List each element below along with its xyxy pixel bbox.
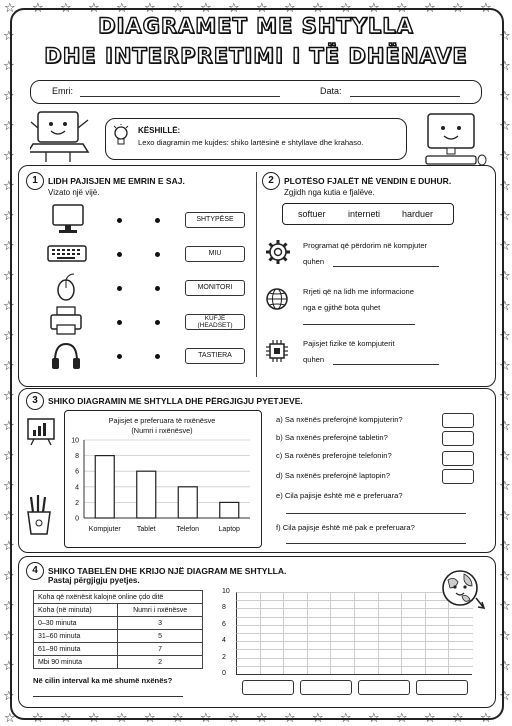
match-dot-left[interactable] [117,218,122,223]
star-icon: ☆ [116,711,128,726]
star-icon: ☆ [312,1,324,16]
section-4-subtitle: Pastaj përgjigju pyetjes. [48,576,140,585]
table-cell: 0–30 minuta [34,617,118,630]
question-f: f) Cila pajisje është më pak e preferuara? [276,523,415,532]
star-icon: ☆ [368,711,380,726]
star-icon: ☆ [368,1,380,16]
star-icon: ☆ [256,1,268,16]
fill-item-2-line2: nga e gjithë bota quhet [303,303,381,312]
star-icon: ☆ [3,119,15,134]
star-icon: ☆ [4,711,16,726]
label-headset-line2: (HEADSET) [197,322,233,329]
table-cell: 5 [118,630,203,643]
section-divider [256,172,257,377]
chart-title: Pajisjet e preferuara të nxënësve [108,416,216,425]
star-icon: ☆ [424,1,436,16]
answer-box-c[interactable] [442,451,474,466]
y-tick-label: 4 [75,484,79,492]
bar [137,471,156,518]
match-dot-left[interactable] [117,286,122,291]
star-icon: ☆ [172,711,184,726]
y-tick-label: 2 [75,499,79,507]
word-hardware: harduer [402,209,434,219]
star-icon: ☆ [452,1,464,16]
name-date-box [30,80,482,104]
star-icon: ☆ [3,659,15,674]
star-icon: ☆ [3,509,15,524]
star-icon: ☆ [499,329,511,344]
star-icon: ☆ [32,1,44,16]
monitor-icon [50,203,86,235]
table-header: Numri i nxënësve [118,604,203,617]
bar-chart [64,434,260,544]
section-2-title: PLOTËSO FJALËT NË VENDIN E DUHUR. [284,176,452,186]
section-4-number: 4 [26,562,44,580]
date-field[interactable] [350,96,460,97]
star-icon: ☆ [88,711,100,726]
grid-y-tick-label: 8 [222,604,226,612]
grid-y-tick-label: 2 [222,653,226,661]
star-icon: ☆ [3,269,15,284]
question-e: e) Cila pajisje është më e preferuara? [276,491,403,500]
star-icon: ☆ [499,29,511,44]
fill-item-1-line2: quhen [303,257,325,266]
star-icon: ☆ [88,1,100,16]
star-icon: ☆ [499,119,511,134]
table-row [34,643,203,656]
star-icon: ☆ [480,1,492,16]
section-1-title: LIDH PAJISJEN ME EMRIN E SAJ. [48,176,185,186]
table-cell: 7 [118,643,203,656]
star-icon: ☆ [3,179,15,194]
table-header: Koha (në minuta) [34,604,118,617]
globe-icon [264,286,290,312]
star-icon: ☆ [499,479,511,494]
star-icon: ☆ [3,239,15,254]
tip-title: KËSHILLË: [138,126,181,135]
bar [220,502,239,518]
name-field[interactable] [80,96,280,97]
star-icon: ☆ [200,711,212,726]
empty-chart-grid[interactable] [222,590,472,690]
star-icon: ☆ [499,299,511,314]
star-icon: ☆ [499,149,511,164]
table-cell: 31–60 minuta [34,630,118,643]
section-2-subtitle: Zgjidh nga kutia e fjalëve. [284,188,375,197]
table-cell: 61–90 minuta [34,643,118,656]
table-cell: 2 [118,656,203,669]
fill-item-3-line2: quhen [303,355,325,364]
star-icon: ☆ [499,239,511,254]
y-tick-label: 0 [75,515,79,523]
x-tick-label: Tablet [136,526,156,533]
star-icon: ☆ [499,599,511,614]
star-icon: ☆ [499,419,511,434]
y-tick-label: 6 [75,468,79,476]
bar [178,487,197,518]
star-icon: ☆ [284,711,296,726]
x-tick-label: Laptop [218,526,240,533]
answer-box-d[interactable] [442,469,474,484]
fill-item-3-line1: Pajisjet fizike të kompjuterit [303,339,395,348]
star-icon: ☆ [3,569,15,584]
star-icon: ☆ [3,89,15,104]
computer-mascot-icon [420,110,488,172]
x-tick-label: Telefon [176,526,200,533]
section-4-title: SHIKO TABELËN DHE KRIJO NJË DIAGRAM ME SHTYLLA. [48,566,287,576]
fill-blank-1[interactable] [333,266,439,267]
star-icon: ☆ [499,179,511,194]
chart-board-icon [26,416,58,446]
lightbulb-icon [112,124,130,148]
fill-blank-3[interactable] [333,364,439,365]
table-row [34,617,203,630]
star-icon: ☆ [3,359,15,374]
data-table [33,590,203,669]
mouse-icon [54,272,80,302]
match-dot-left[interactable] [117,354,122,359]
section-3-number: 3 [26,392,44,410]
tip-text: Lexo diagramin me kujdes: shiko lartësinë e shtyllave dhe krahaso. [138,138,364,147]
printer-icon [48,305,84,337]
y-tick-label: 8 [75,453,79,461]
grid-x-axis [236,674,472,675]
star-icon: ☆ [340,1,352,16]
star-icon: ☆ [4,1,16,16]
section-1-subtitle: Vizato një vijë. [48,188,100,197]
table-row [34,630,203,643]
label-headset-line1: KUFJE [204,315,226,322]
star-icon: ☆ [499,689,511,704]
answer-box-b[interactable] [442,431,474,446]
question-d: d) Sa nxënës preferojnë laptopin? [276,471,390,480]
star-icon: ☆ [116,1,128,16]
star-icon: ☆ [3,449,15,464]
section-2-number: 2 [262,172,280,190]
star-icon: ☆ [424,711,436,726]
star-icon: ☆ [499,539,511,554]
star-icon: ☆ [3,29,15,44]
grid-y-tick-label: 6 [222,620,226,628]
star-icon: ☆ [3,389,15,404]
name-label: Emri: [52,86,73,96]
star-icon: ☆ [144,711,156,726]
answer-line-f[interactable] [286,543,466,544]
answer-box-a[interactable] [442,413,474,428]
title-line-1: DIAGRAMET ME SHTYLLA [98,14,414,38]
star-icon: ☆ [32,711,44,726]
match-dot-left[interactable] [117,320,122,325]
section-4-question: Në cilin interval ka më shumë nxënës? [33,676,173,685]
label-headset [185,314,245,330]
star-icon: ☆ [256,711,268,726]
label-monitor: MONITORI [185,280,245,296]
star-icon: ☆ [3,149,15,164]
star-icon: ☆ [3,599,15,614]
star-icon: ☆ [3,539,15,554]
star-icon: ☆ [3,479,15,494]
star-icon: ☆ [499,209,511,224]
title-line-2: DHE INTERPRETIMI I TË DHËNAVE [44,44,468,68]
grid-category-box[interactable] [416,680,468,695]
keyboard-icon [46,243,88,265]
star-icon: ☆ [480,711,492,726]
star-icon: ☆ [499,659,511,674]
globe-mascot-icon [438,566,488,614]
answer-line-e[interactable] [286,513,466,514]
star-icon: ☆ [499,389,511,404]
cpu-chip-icon [264,338,290,364]
grid-category-box[interactable] [300,680,352,695]
bar [95,456,114,518]
star-icon: ☆ [499,449,511,464]
star-icon: ☆ [172,1,184,16]
star-icon: ☆ [144,1,156,16]
question-a: a) Sa nxënës preferojnë kompjuterin? [276,415,403,424]
match-dot-left[interactable] [117,252,122,257]
star-icon: ☆ [60,1,72,16]
question-b: b) Sa nxënës preferojnë tabletin? [276,433,388,442]
fill-blank-2[interactable] [303,324,415,325]
gear-icon [264,238,292,266]
star-icon: ☆ [3,689,15,704]
star-icon: ☆ [200,1,212,16]
question-c: c) Sa nxënës preferojnë telefonin? [276,451,392,460]
star-icon: ☆ [396,1,408,16]
grid-y-tick-label: 4 [222,637,226,645]
star-icon: ☆ [499,569,511,584]
star-icon: ☆ [60,711,72,726]
section-1-2-box [18,165,496,387]
headphones-icon [50,341,82,371]
table-row [34,656,203,669]
table-cell: 3 [118,617,203,630]
match-dot-right[interactable] [155,286,160,291]
section-4-answer-line[interactable] [33,696,183,697]
match-dot-right[interactable] [155,218,160,223]
star-icon: ☆ [3,299,15,314]
star-icon: ☆ [499,269,511,284]
star-icon: ☆ [396,711,408,726]
match-dot-right[interactable] [155,354,160,359]
star-icon: ☆ [499,59,511,74]
table-cell: Mbi 90 minuta [34,656,118,669]
grid-category-box[interactable] [242,680,294,695]
laptop-mascot-icon [30,108,92,166]
star-icon: ☆ [340,711,352,726]
pencil-cup-icon [24,494,54,538]
star-icon: ☆ [3,209,15,224]
chart-subtitle: (Numri i nxënësve) [131,426,193,435]
star-icon: ☆ [499,509,511,524]
star-icon: ☆ [228,711,240,726]
section-1-number: 1 [26,172,44,190]
date-label: Data: [320,86,342,96]
fill-item-2-line1: Rrjeti që na lidh me informacione [303,287,415,296]
y-tick-label: 10 [71,437,79,445]
star-icon: ☆ [284,1,296,16]
star-icon: ☆ [499,629,511,644]
grid-y-tick-label: 0 [222,670,226,677]
star-icon: ☆ [499,359,511,374]
star-icon: ☆ [3,419,15,434]
word-software: softuer [298,209,326,219]
star-icon: ☆ [452,711,464,726]
star-icon: ☆ [499,89,511,104]
match-dot-right[interactable] [155,320,160,325]
star-icon: ☆ [228,1,240,16]
star-icon: ☆ [3,59,15,74]
table-caption: Koha që nxënësit kalojnë online çdo ditë [34,591,203,604]
label-printer: SHTYPËSE [185,212,245,228]
grid-y-tick-label: 10 [222,588,230,595]
label-mouse: MIU [185,246,245,262]
star-icon: ☆ [312,711,324,726]
x-tick-label: Kompjuter [88,526,121,533]
match-dot-right[interactable] [155,252,160,257]
word-internet: interneti [348,209,381,219]
label-keyboard: TASTIERA [185,348,245,364]
grid-category-box[interactable] [358,680,410,695]
star-icon: ☆ [3,629,15,644]
star-icon: ☆ [3,329,15,344]
fill-item-1-line1: Programat që përdorim në kompjuter [303,241,428,250]
section-3-title: SHIKO DIAGRAMIN ME SHTYLLA DHE PËRGJIGJU PYETJEVE. [48,396,303,406]
